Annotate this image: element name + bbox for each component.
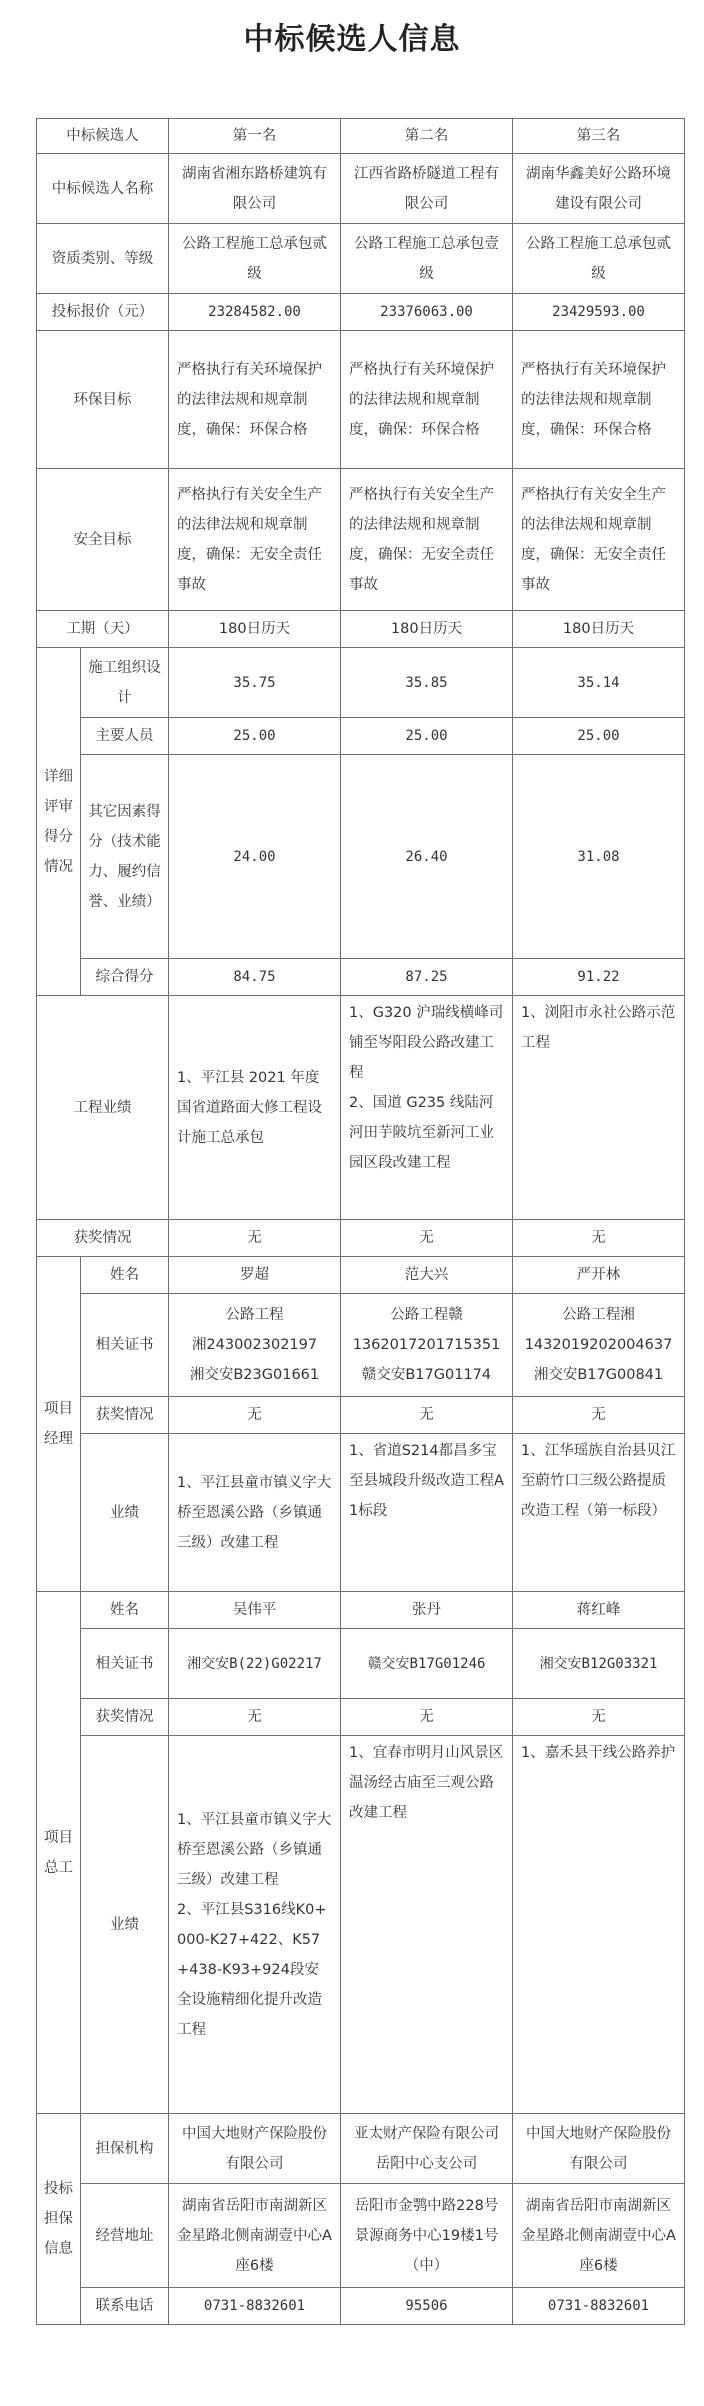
duration-row [37,611,685,648]
guarantee-phone-2: 95506 [341,2288,513,2325]
guarantee-org-1: 中国大地财产保险股份有限公司 [169,2114,341,2184]
tm-name-row [37,1592,685,1629]
tm-awards-1: 无 [169,1699,341,1736]
row-label: 相关证书 [81,1294,169,1397]
score-personnel-1: 25.00 [169,718,341,755]
bid-price-2: 23376063.00 [341,294,513,331]
row-label: 资质类别、等级 [37,224,169,294]
pm-perf-3: 1、江华瑶族自治县贝江至蔚竹口三级公路提质改造工程（第一标段） [513,1434,685,1592]
safety-goal-3: 严格执行有关安全生产的法律法规和规章制度，确保：无安全责任事故 [513,469,685,611]
qualification-3: 公路工程施工总承包贰级 [513,224,685,294]
score-total-3: 91.22 [513,959,685,996]
qualification-1: 公路工程施工总承包贰级 [169,224,341,294]
cert-line: 1362017201715351 [352,1337,501,1353]
score-total-row [37,959,685,996]
duration-2: 180日历天 [341,611,513,648]
performance-item: 2、平江县S316线K0+000-K27+422、K57+438-K93+924段安全设施精细化提升改造工程 [177,1901,327,2038]
pm-cert-1 [169,1294,341,1397]
pm-awards-1: 无 [169,1397,341,1434]
guarantee-phone-3: 0731-8832601 [513,2288,685,2325]
tm-awards-2: 无 [341,1699,513,1736]
row-label: 施工组织设计 [81,648,169,718]
performance-item: 1、嘉禾县干线公路养护 [521,1745,676,1761]
row-label: 姓名 [81,1257,169,1294]
performance-3 [513,996,685,1220]
bid-price-1: 23284582.00 [169,294,341,331]
row-label: 中标候选人名称 [37,154,169,224]
cert-line: 公路工程赣 [390,1307,463,1323]
tm-perf-2 [341,1736,513,2114]
tm-name-2: 张丹 [341,1592,513,1629]
header-label: 中标候选人 [37,119,169,154]
env-goal-2: 严格执行有关环境保护的法律法规和规章制度，确保：环保合格 [341,331,513,469]
tm-awards-row [37,1699,685,1736]
candidate-name-row [37,154,685,224]
cert-line: 公路工程湘 [562,1307,635,1323]
score-other-row [37,755,685,959]
tm-perf-3 [513,1736,685,2114]
pm-name-3: 严开林 [513,1257,685,1294]
row-label: 获奖情况 [37,1220,169,1257]
cert-line: 1432019202004637 [524,1337,673,1353]
tm-perf-1 [169,1736,341,2114]
row-label: 担保机构 [81,2114,169,2184]
duration-3: 180日历天 [513,611,685,648]
safety-goal-row [37,469,685,611]
score-other-2: 26.40 [341,755,513,959]
row-label: 主要人员 [81,718,169,755]
qualification-2: 公路工程施工总承包壹级 [341,224,513,294]
cert-line: 赣交安B17G01174 [361,1367,492,1383]
guarantee-addr-3: 湖南省岳阳市南湖新区金星路北侧南湖壹中心A座6楼 [513,2184,685,2288]
env-goal-row [37,331,685,469]
performance-2 [341,996,513,1220]
score-personnel-3: 25.00 [513,718,685,755]
row-label: 安全目标 [37,469,169,611]
performance-item: 1、平江县 2021 年度国省道路面大修工程设计施工总承包 [177,1069,322,1146]
awards-1: 无 [169,1220,341,1257]
guarantee-addr-2: 岳阳市金鹗中路228号景源商务中心19楼1号（中） [341,2184,513,2288]
row-label: 姓名 [81,1592,169,1629]
cert-line: 公路工程 [225,1307,284,1323]
duration-1: 180日历天 [169,611,341,648]
pm-cert-2 [341,1294,513,1397]
env-goal-3: 严格执行有关环境保护的法律法规和规章制度，确保：环保合格 [513,331,685,469]
performance-item: 1、平江县童市镇义字大桥至恩溪公路（乡镇通三级）改建工程 [177,1811,332,1888]
guarantee-addr-row [37,2184,685,2288]
score-total-2: 87.25 [341,959,513,996]
pm-perf-row [37,1434,685,1592]
guarantee-org-3: 中国大地财产保险股份有限公司 [513,2114,685,2184]
pm-group-label: 项目经理 [37,1257,81,1592]
row-label: 环保目标 [37,331,169,469]
pm-awards-row [37,1397,685,1434]
pm-awards-2: 无 [341,1397,513,1434]
guarantee-addr-1: 湖南省岳阳市南湖新区金星路北侧南湖壹中心A座6楼 [169,2184,341,2288]
row-label: 工程业绩 [37,996,169,1220]
safety-goal-2: 严格执行有关安全生产的法律法规和规章制度，确保：无安全责任事故 [341,469,513,611]
guarantee-org-2: 亚太财产保险有限公司岳阳中心支公司 [341,2114,513,2184]
header-row [37,119,685,154]
row-label: 获奖情况 [81,1397,169,1434]
performance-1 [169,996,341,1220]
header-rank-1: 第一名 [169,119,341,154]
row-label: 业绩 [81,1434,169,1592]
row-label: 联系电话 [81,2288,169,2325]
guarantee-group-label: 投标担保信息 [37,2114,81,2325]
row-label: 工期（天） [37,611,169,648]
bid-price-row [37,294,685,331]
pm-perf-1: 1、平江县童市镇义字大桥至恩溪公路（乡镇通三级）改建工程 [169,1434,341,1592]
score-design-3: 35.14 [513,648,685,718]
header-rank-3: 第三名 [513,119,685,154]
row-label: 其它因素得分（技术能力、履约信誉、业绩） [81,755,169,959]
pm-awards-3: 无 [513,1397,685,1434]
pm-name-2: 范大兴 [341,1257,513,1294]
tm-cert-row [37,1629,685,1699]
performance-item: 1、宜春市明月山风景区温汤经古庙至三观公路改建工程 [349,1745,504,1821]
score-design-2: 35.85 [341,648,513,718]
score-other-1: 24.00 [169,755,341,959]
row-label: 经营地址 [81,2184,169,2288]
row-label: 获奖情况 [81,1699,169,1736]
tm-cert-3: 湘交安B12G03321 [513,1629,685,1699]
pm-name-1: 罗超 [169,1257,341,1294]
candidate-name-3: 湖南华鑫美好公路环境建设有限公司 [513,154,685,224]
tm-cert-2: 赣交安B17G01246 [341,1629,513,1699]
candidate-name-1: 湖南省湘东路桥建筑有限公司 [169,154,341,224]
row-label: 综合得分 [81,959,169,996]
awards-row [37,1220,685,1257]
awards-2: 无 [341,1220,513,1257]
bid-price-3: 23429593.00 [513,294,685,331]
tm-cert-1: 湘交安B(22)G02217 [169,1629,341,1699]
row-label: 相关证书 [81,1629,169,1699]
candidate-table [36,118,685,2325]
cert-line: 湘交安B17G00841 [533,1367,664,1383]
performance-item: 2、国道 G235 线陆河河田芋陂坑至新河工业园区段改建工程 [349,1095,494,1171]
awards-3: 无 [513,1220,685,1257]
guarantee-phone-1: 0731-8832601 [169,2288,341,2325]
row-label: 投标报价（元） [37,294,169,331]
page-title: 中标候选人信息 [243,22,461,57]
pm-cert-3 [513,1294,685,1397]
safety-goal-1: 严格执行有关安全生产的法律法规和规章制度，确保：无安全责任事故 [169,469,341,611]
tm-name-1: 吴伟平 [169,1592,341,1629]
performance-item: 1、浏阳市永社公路示范工程 [521,1005,676,1051]
tm-name-3: 蒋红峰 [513,1592,685,1629]
tm-group-label: 项目总工 [37,1592,81,2114]
pm-cert-row [37,1294,685,1397]
cert-line: 湘交安B23G01661 [189,1367,320,1383]
guarantee-org-row [37,2114,685,2184]
cert-line: 湘243002302197 [191,1337,318,1353]
header-rank-2: 第二名 [341,119,513,154]
candidate-name-2: 江西省路桥隧道工程有限公司 [341,154,513,224]
score-personnel-row [37,718,685,755]
performance-row [37,996,685,1220]
score-design-1: 35.75 [169,648,341,718]
row-label: 业绩 [81,1736,169,2114]
performance-item: 1、G320 沪瑞线横峰司铺至岑阳段公路改建工程 [349,1005,504,1081]
score-design-row [37,648,685,718]
tm-perf-row [37,1736,685,2114]
guarantee-phone-row [37,2288,685,2325]
score-group-label: 详细评审得分情况 [37,648,81,996]
pm-name-row [37,1257,685,1294]
score-total-1: 84.75 [169,959,341,996]
env-goal-1: 严格执行有关环境保护的法律法规和规章制度，确保：环保合格 [169,331,341,469]
score-other-3: 31.08 [513,755,685,959]
pm-perf-2: 1、省道S214都昌多宝至县城段升级改造工程A1标段 [341,1434,513,1592]
tm-awards-3: 无 [513,1699,685,1736]
qualification-row [37,224,685,294]
score-personnel-2: 25.00 [341,718,513,755]
